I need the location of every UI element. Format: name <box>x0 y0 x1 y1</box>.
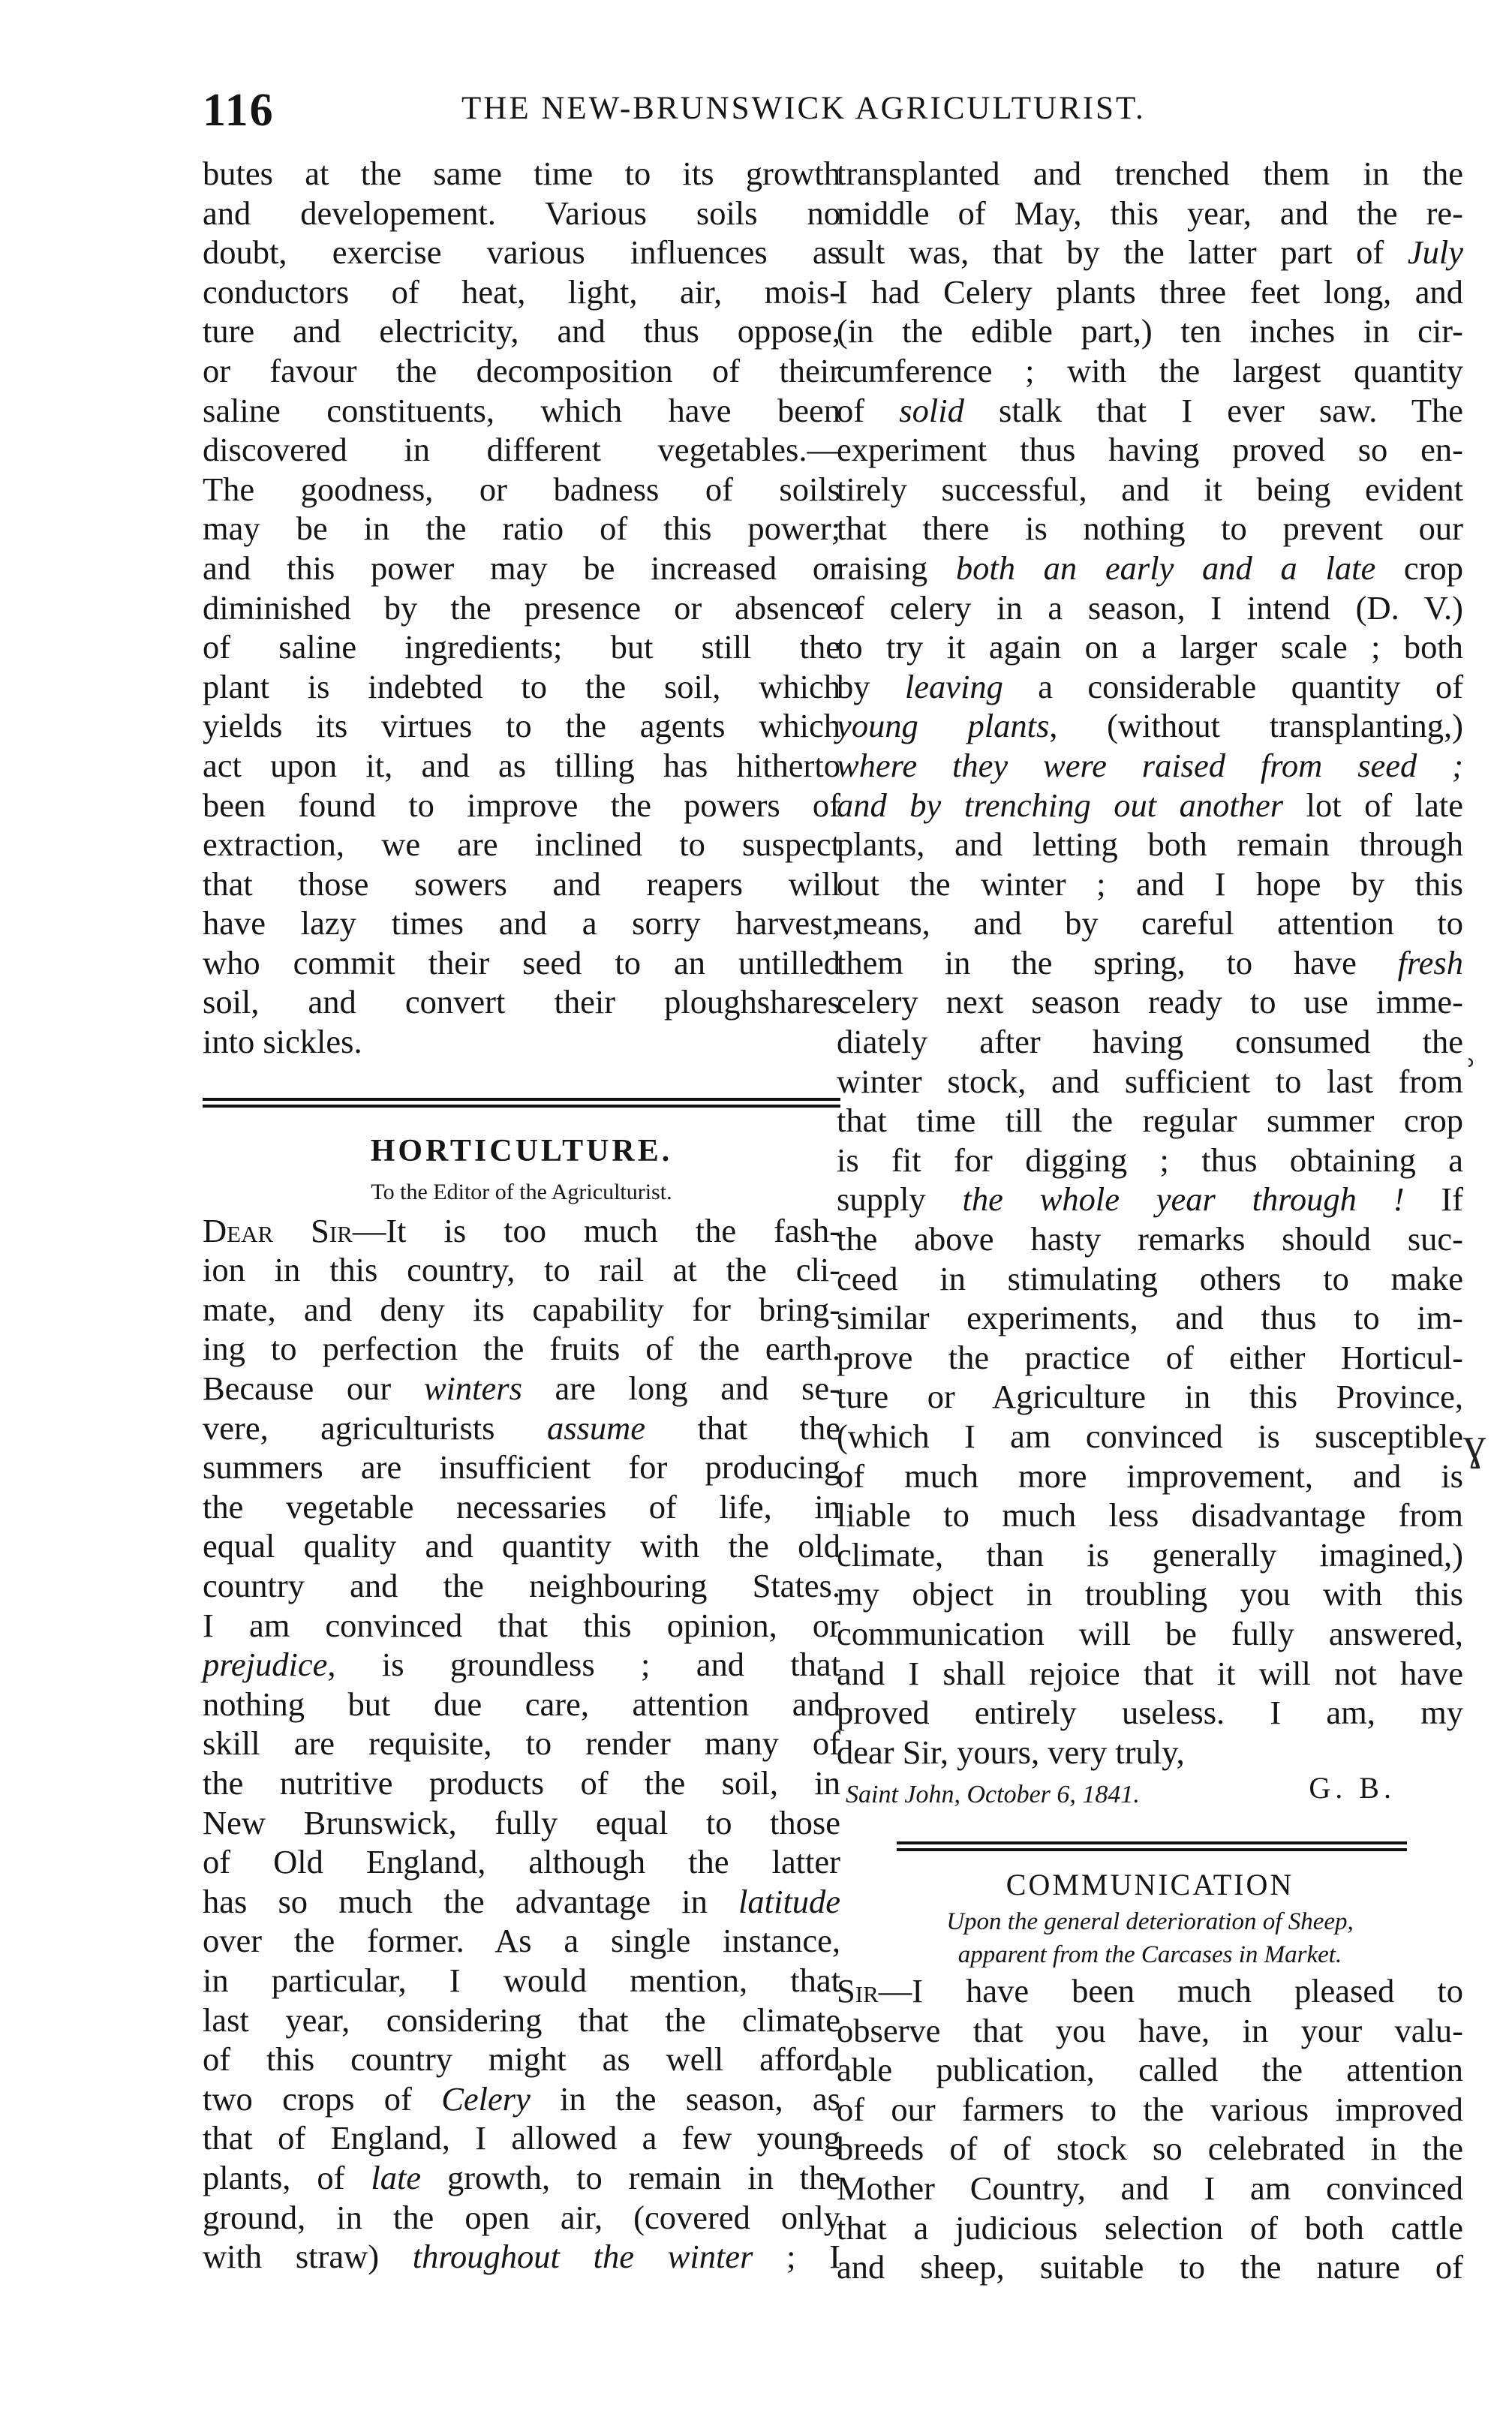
text-line <box>203 1685 840 1724</box>
text-line <box>837 786 1463 825</box>
text-segment: country and the neighbouring States. <box>203 1567 840 1604</box>
text-line: and developement. Various soils no <box>203 194 840 232</box>
text-line <box>837 2090 1463 2130</box>
text-segment: that of England, I allowed a few young <box>203 2119 840 2157</box>
text-line: of saline ingredients; but still the <box>203 628 840 666</box>
text-segment: skill are requisite, to render many of <box>203 1724 840 1763</box>
text-segment: observe that you have, in your valu- <box>837 2011 1463 2049</box>
text-line <box>203 1724 840 1763</box>
text-line <box>203 1882 840 1922</box>
text-segment: New Brunswick, fully equal to those <box>203 1803 840 1841</box>
text-segment: climate, than is generally imagined,) <box>837 1535 1463 1574</box>
margin-mark: ʾ <box>1463 1051 1478 1101</box>
text-segment: last year, considering that the climate <box>203 2001 840 2039</box>
text-segment: of this country might as well afford <box>203 2040 840 2079</box>
text-line <box>837 233 1463 272</box>
text-line: into sickles. <box>203 1023 362 1061</box>
text-segment: in particular, I would mention, that <box>203 1961 840 1999</box>
text-segment: ture or Agriculture in this Province, <box>837 1378 1463 1416</box>
italic-text: throughout the winter <box>412 2238 753 2276</box>
text-line <box>837 1535 1463 1575</box>
text-line <box>203 1250 840 1290</box>
text-line <box>837 2247 1463 2287</box>
text-segment: to try it again on a larger scale ; both <box>837 628 1463 666</box>
italic-text: assume <box>546 1408 645 1447</box>
left-column <box>203 154 840 2277</box>
text-line: saline constituents, which have been <box>203 391 840 429</box>
text-line <box>837 1101 1463 1141</box>
text-line <box>837 2050 1463 2090</box>
text-segment: the vegetable necessaries of life, in <box>203 1487 840 1526</box>
text-segment: plants, of <box>203 2158 371 2196</box>
text-line: soil, and convert their ploughshares <box>203 983 840 1021</box>
signature: G. B. <box>1309 1771 1396 1805</box>
text-line <box>837 706 1463 746</box>
text-segment: cumference ; with the largest quantity <box>837 351 1463 389</box>
letter-closing <box>837 1733 1463 1772</box>
text-line: and this power may be increased or <box>203 549 840 587</box>
text-line <box>837 1496 1463 1535</box>
text-segment: similar experiments, and thus to im- <box>837 1299 1463 1337</box>
text-line <box>837 2208 1463 2248</box>
text-segment: a considerable quantity of <box>1002 667 1464 705</box>
text-segment: liable to much less disadvantage from <box>837 1496 1463 1535</box>
text-line <box>203 2001 840 2040</box>
text-line <box>837 2129 1463 2169</box>
text-line <box>837 1456 1463 1496</box>
text-line <box>837 1259 1463 1299</box>
text-segment: of <box>837 391 900 429</box>
italic-text: leaving <box>904 667 1003 705</box>
text-line <box>837 1219 1463 1259</box>
text-line <box>203 2198 840 2238</box>
text-line <box>837 825 1463 864</box>
italic-text: prejudice <box>203 1646 328 1684</box>
text-line <box>837 1338 1463 1378</box>
text-segment: of our farmers to the various improved <box>837 2090 1463 2128</box>
text-line <box>203 1961 840 2001</box>
text-line <box>203 1408 840 1448</box>
text-line <box>203 1842 840 1882</box>
text-line <box>203 1369 840 1408</box>
text-line <box>837 470 1463 510</box>
text-segment: diately after having consumed the <box>837 1023 1463 1061</box>
text-line <box>837 1141 1463 1180</box>
text-line <box>203 1447 840 1487</box>
page-number: 116 <box>203 85 275 136</box>
text-line <box>837 627 1463 667</box>
text-line <box>837 1180 1463 1219</box>
text-segment: breeds of of stock so celebrated in the <box>837 2130 1463 2168</box>
text-line <box>837 943 1463 983</box>
text-line: who commit their seed to an untilled <box>203 943 840 982</box>
text-line <box>837 391 1463 431</box>
text-segment: the above hasty remarks should suc- <box>837 1220 1463 1258</box>
text-segment: in the season, as <box>530 2079 840 2118</box>
text-segment: I had Celery plants three feet long, and <box>837 272 1463 311</box>
text-segment: stalk that I ever saw. The <box>963 391 1464 429</box>
text-segment: by <box>837 667 905 705</box>
intro-paragraph <box>203 154 840 1062</box>
text-line: that those sowers and reapers will <box>203 864 840 903</box>
letter-body <box>203 1211 840 2277</box>
italic-text: fresh <box>1397 943 1463 982</box>
italic-text: winters <box>423 1369 522 1408</box>
text-segment: them in the spring, to have <box>837 943 1398 982</box>
text-segment: —I have been much pleased to <box>878 1971 1463 2010</box>
text-line <box>837 1417 1463 1456</box>
italic-text: and by trenching out another <box>837 786 1284 824</box>
text-line <box>203 1921 840 1961</box>
text-segment: vere, agriculturists <box>203 1408 547 1447</box>
text-line <box>203 1645 840 1685</box>
text-line: yields its virtues to the agents which <box>203 707 840 745</box>
text-segment: ground, in the open air, (covered only <box>203 2198 840 2236</box>
text-segment: and sheep, suitable to the nature of <box>837 2248 1463 2286</box>
text-line <box>203 1566 840 1606</box>
communication-subtitle-2: apparent from the Carcases in Market. <box>957 1940 1342 1968</box>
text-line <box>837 746 1463 786</box>
text-segment: nothing but due care, attention and <box>203 1685 840 1723</box>
text-line <box>837 430 1463 470</box>
text-line <box>203 1526 840 1566</box>
text-line: doubt, exercise various influences as <box>203 233 840 272</box>
text-line <box>837 588 1463 628</box>
text-line <box>203 1290 840 1330</box>
margin-mark: ɣ <box>1463 1419 1486 1469</box>
text-segment: , is groundless ; and that <box>327 1646 840 1684</box>
text-line <box>837 194 1463 233</box>
text-segment: (which I am convinced is susceptible <box>837 1417 1463 1455</box>
text-segment: tirely successful, and it being evident <box>837 470 1463 508</box>
text-segment: lot of late <box>1283 786 1463 824</box>
text-segment: celery next season ready to use imme- <box>837 983 1463 1021</box>
text-line <box>837 1298 1463 1338</box>
text-line <box>203 2237 840 2277</box>
section-subtitle: To the Editor of the Agriculturist. <box>371 1179 672 1204</box>
text-segment: equal quality and quantity with the old <box>203 1527 840 1565</box>
text-segment: proved entirely useless. I am, my <box>837 1694 1463 1732</box>
text-line <box>837 509 1463 549</box>
text-segment: able publication, called the attention <box>837 2051 1463 2089</box>
text-line <box>837 903 1463 943</box>
salutation: Sir <box>837 1971 879 2010</box>
text-segment: Mother Country, and I am convinced <box>837 2169 1463 2207</box>
text-segment: —It is too much the fash- <box>352 1211 840 1249</box>
text-line: been found to improve the powers of <box>203 786 840 824</box>
letter-continuation <box>837 154 1463 1733</box>
section-divider <box>203 1098 840 1108</box>
text-segment: ing to perfection the fruits of the earth. <box>203 1330 840 1368</box>
letter-dateline <box>837 1772 1463 1811</box>
text-line <box>203 1329 840 1369</box>
text-segment: mate, and deny its capability for bring- <box>203 1290 840 1328</box>
text-segment: If <box>1404 1180 1464 1219</box>
text-segment: that the <box>645 1408 841 1447</box>
dateline: Saint John, October 6, 1841. <box>846 1781 1140 1809</box>
text-line <box>203 1803 840 1843</box>
text-line <box>837 1022 1463 1062</box>
text-segment: experiment thus having proved so en- <box>837 431 1463 469</box>
text-line <box>837 272 1463 312</box>
text-segment: middle of May, this year, and the re- <box>837 194 1463 232</box>
text-line: diminished by the presence or absence <box>203 588 840 627</box>
text-segment: ceed in stimulating others to make <box>837 1259 1463 1297</box>
text-segment: of much more improvement, and is <box>837 1456 1463 1495</box>
italic-text: solid <box>899 391 964 429</box>
text-line <box>837 1693 1463 1733</box>
text-line <box>837 982 1463 1022</box>
text-segment: is fit for digging ; thus obtaining a <box>837 1141 1463 1179</box>
text-line <box>837 2011 1463 2051</box>
page-header <box>203 84 1441 144</box>
text-segment: and I shall rejoice that it will not have <box>837 1654 1463 1692</box>
text-line: butes at the same time to its growth <box>203 155 840 192</box>
communication-subtitle-1: Upon the general deterioration of Sheep, <box>946 1907 1354 1935</box>
text-line <box>837 1377 1463 1417</box>
text-line: The goodness, or badness of soils <box>203 470 840 508</box>
text-segment: prove the practice of either Horticul- <box>837 1338 1463 1376</box>
text-segment: that there is nothing to prevent our <box>837 510 1463 548</box>
italic-text: July <box>1407 233 1463 272</box>
text-segment: my object in troubling you with this <box>837 1575 1463 1613</box>
running-head: THE NEW-BRUNSWICK AGRICULTURIST. <box>461 91 1146 126</box>
text-segment: crop <box>1375 549 1463 587</box>
communication-divider <box>897 1841 1407 1851</box>
text-line: or favour the decomposition of their <box>203 351 840 389</box>
text-line <box>203 1606 840 1646</box>
text-segment: are long and se- <box>522 1369 840 1408</box>
italic-text: latitude <box>738 1882 840 1920</box>
text-line: ture and electricity, and thus oppose, <box>203 312 840 350</box>
communication-body <box>837 1971 1463 2287</box>
text-line <box>837 1971 1463 2011</box>
text-segment: transplanted and trenched them in the <box>837 155 1463 192</box>
text-line: discovered in different vegetables.— <box>203 431 840 469</box>
text-line <box>837 549 1463 588</box>
text-line <box>837 311 1463 351</box>
text-segment: two crops of <box>203 2079 442 2118</box>
text-line: may be in the ratio of this power; <box>203 510 840 548</box>
text-segment: growth, to remain in the <box>421 2158 840 2196</box>
text-line <box>837 1062 1463 1102</box>
text-segment: supply <box>837 1180 963 1219</box>
text-segment: Because our <box>203 1369 424 1408</box>
text-line: have lazy times and a sorry harvest, <box>203 904 840 942</box>
text-segment: of Old England, although the latter <box>203 1843 840 1881</box>
text-segment: with straw) <box>203 2238 413 2276</box>
text-line <box>837 2169 1463 2208</box>
text-line <box>837 1654 1463 1694</box>
text-segment: that time till the regular summer crop <box>837 1102 1463 1140</box>
text-line <box>203 1763 840 1803</box>
italic-text: both an early and a late <box>955 549 1376 587</box>
italic-text: the whole year through ! <box>962 1180 1405 1219</box>
text-line <box>203 2158 840 2198</box>
text-segment: ion in this country, to rail at the cli- <box>203 1251 840 1289</box>
text-segment: of celery in a season, I intend (D. V.) <box>837 588 1463 627</box>
text-line <box>203 2118 840 2158</box>
italic-text: Celery <box>441 2079 531 2118</box>
text-line: conductors of heat, light, air, mois- <box>203 272 840 311</box>
text-line <box>203 2079 840 2119</box>
text-segment: (in the edible part,) ten inches in cir- <box>837 312 1463 350</box>
text-segment: summers are insufficient for producing <box>203 1448 840 1487</box>
text-segment: out the winter ; and I hope by this <box>837 864 1463 903</box>
text-segment: over the former. As a single instance, <box>203 1922 840 1960</box>
text-segment: communication will be fully answered, <box>837 1614 1463 1652</box>
text-line: extraction, we are inclined to suspect <box>203 825 840 864</box>
text-segment: plants, and letting both remain through <box>837 825 1463 864</box>
right-column <box>837 154 1463 2287</box>
text-line <box>837 1574 1463 1614</box>
text-line <box>837 1614 1463 1654</box>
text-segment: sult was, that by the latter part of <box>837 233 1408 272</box>
text-segment: the nutritive products of the soil, in <box>203 1763 840 1802</box>
text-segment: has so much the advantage in <box>203 1882 739 1920</box>
text-line <box>837 351 1463 391</box>
italic-text: young plants <box>837 707 1050 745</box>
text-line <box>203 2040 840 2079</box>
communication-title: COMMUNICATION <box>1005 1867 1294 1901</box>
text-line <box>837 154 1463 194</box>
text-segment: I am convinced that this opinion, or <box>203 1606 840 1644</box>
text-segment: , (without transplanting,) <box>1049 707 1463 745</box>
italic-text: where they were raised from seed ; <box>837 746 1463 784</box>
text-segment: means, and by careful attention to <box>837 904 1463 942</box>
closing-line: dear Sir, yours, very truly, <box>837 1733 1185 1771</box>
text-line <box>837 864 1463 904</box>
italic-text: late <box>371 2158 422 2196</box>
text-segment: ; I <box>753 2238 840 2276</box>
salutation: Dear Sir <box>203 1211 353 1249</box>
section-title: HORTICULTURE. <box>370 1133 673 1168</box>
text-line <box>837 667 1463 707</box>
text-line <box>203 1211 840 1251</box>
text-line: act upon it, and as tilling has hitherto <box>203 746 840 784</box>
text-line: plant is indebted to the soil, which <box>203 667 840 705</box>
text-segment: that a judicious selection of both cattle <box>837 2208 1463 2247</box>
text-segment: raising <box>837 549 956 587</box>
text-line <box>203 1487 840 1527</box>
text-segment: winter stock, and sufficient to last from <box>837 1062 1463 1100</box>
